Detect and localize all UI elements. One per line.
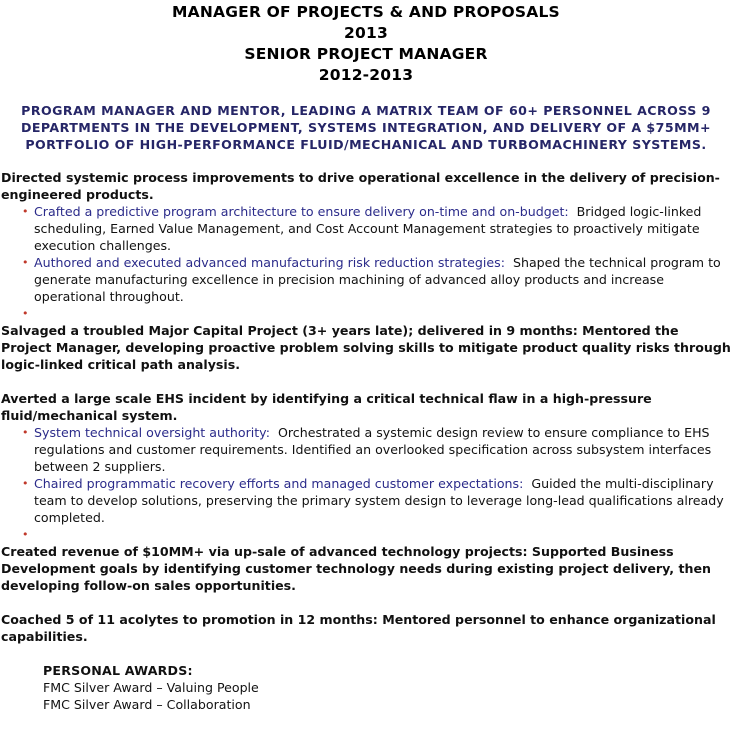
bullet-item <box>34 475 732 526</box>
personal-awards <box>0 662 732 713</box>
bullet-lead: System technical oversight authority: <box>34 425 270 440</box>
job-headings <box>0 0 732 86</box>
award-item: FMC Silver Award – Collaboration <box>43 697 251 712</box>
job-title-2: SENIOR PROJECT MANAGER <box>244 45 488 63</box>
accomplishment-heading: Directed systemic process improvements to drive operational excellence in the delivery of precision-engineered products. <box>1 170 720 202</box>
bullet-lead: Chaired programmatic recovery efforts and managed customer expectations: <box>34 476 524 491</box>
role-summary: PROGRAM MANAGER AND MENTOR, LEADING A MATRIX TEAM OF 60+ PERSONNEL ACROSS 9 DEPARTMENTS IN THE DEVELOPMENT, SYSTEMS INTEGRATION, AND DELIVERY OF A $75MM+ PORTFOLIO OF HIGH-PERFORMANCE FLUID/MECHANICAL AND TURBOMACHINERY SYSTEMS. <box>20 103 712 152</box>
bullet-item <box>34 254 732 305</box>
bullet-lead: Authored and executed advanced manufacturing risk reduction strategies: <box>34 255 505 270</box>
bullet-text: Orchestrated a systemic design review to ensure compliance to EHS regulations and customer requirements. Identified an overlooked specification across subsystem interfaces between 2 suppliers. <box>34 425 712 474</box>
award-item: FMC Silver Award – Valuing People <box>43 680 259 695</box>
bullet-item <box>34 424 732 475</box>
spacer <box>0 594 732 611</box>
bullet-list <box>0 424 732 543</box>
accomplishments <box>0 169 732 645</box>
accomplishment-heading: Salvaged a troubled Major Capital Project (3+ years late); delivered in 9 months: Mentored the Project Manager, developing proactive problem solving skills to mitigate product quality risks through logic-linked critical path analysis. <box>1 323 731 372</box>
accomplishment-heading: Created revenue of $10MM+ via up-sale of advanced technology projects: Supported Business Development goals by identifying customer technology needs during existing project delivery, then developing follow-on sales opportunities. <box>1 544 711 593</box>
bullet-text: Shaped the technical program to generate manufacturing excellence in precision machining of advanced alloy products and increase operational throughout. <box>34 255 721 304</box>
accomplishment-heading: Coached 5 of 11 acolytes to promotion in 12 months: Mentored personnel to enhance organizational capabilities. <box>1 612 716 644</box>
job-dates-2: 2012-2013 <box>318 66 414 84</box>
spacer <box>0 373 732 390</box>
bullet-item-empty <box>34 526 732 543</box>
job-dates-1: 2013 <box>344 24 388 42</box>
bullet-lead: Crafted a predictive program architecture to ensure delivery on-time and on-budget: <box>34 204 569 219</box>
job-title-1: MANAGER OF PROJECTS & AND PROPOSALS <box>172 3 560 21</box>
accomplishment-heading: Averted a large scale EHS incident by identifying a critical technical flaw in a high-pressure fluid/mechanical system. <box>1 391 652 423</box>
bullet-text: Guided the multi-disciplinary team to develop solutions, preserving the primary system design to leverage long-lead qualifications already completed. <box>34 476 724 525</box>
bullet-item-empty <box>34 305 732 322</box>
bullet-item <box>34 203 732 254</box>
awards-title: PERSONAL AWARDS: <box>43 663 193 678</box>
bullet-text: Bridged logic-linked scheduling, Earned Value Management, and Cost Account Management strategies to proactively mitigate execution challenges. <box>34 204 702 253</box>
bullet-list <box>0 203 732 322</box>
